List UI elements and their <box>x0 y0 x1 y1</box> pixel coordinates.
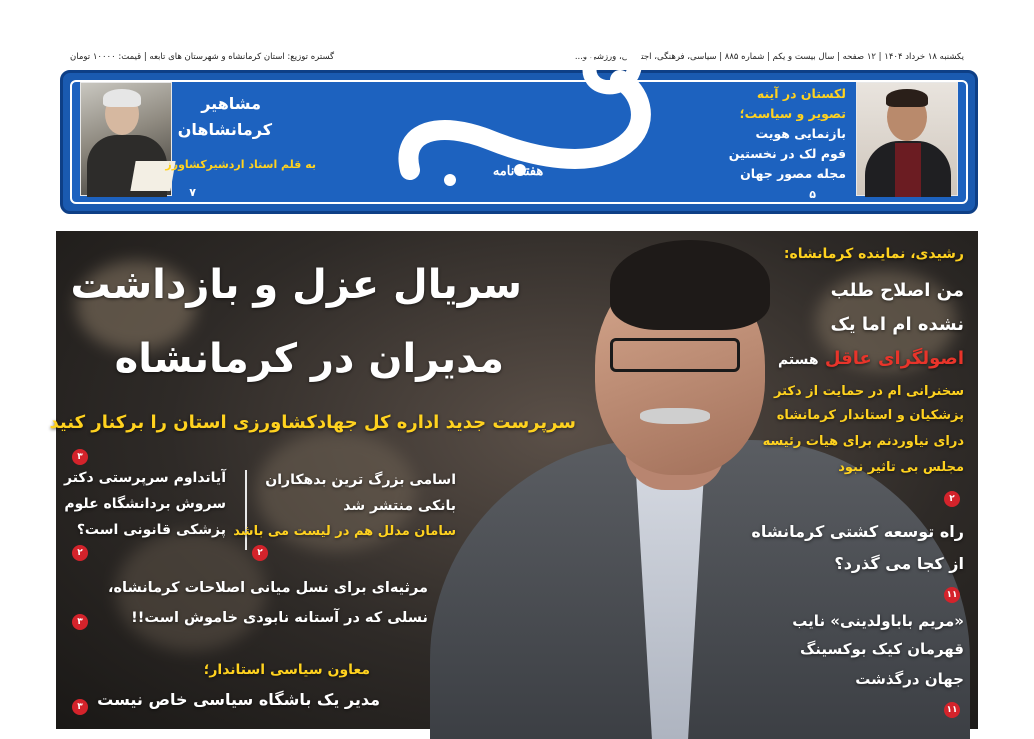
development-headline-line1[interactable]: راه توسعه کشتی کرمانشاه <box>751 522 964 541</box>
medical-headline-line3[interactable]: پزشکی قانونی است؟ <box>76 522 226 538</box>
reforms-headline-line1[interactable]: مرثیه‌ای برای نسل میانی اصلاحات کرمانشاه، <box>107 580 428 596</box>
reforms-page-badge: ۳ <box>72 614 88 630</box>
glasses-icon <box>610 338 740 372</box>
rashidi-body-line1: سخنرانی ام در حمایت از دکتر <box>774 384 964 399</box>
mashahir-byline: به قلم استاد اردشیرکشاورز <box>165 158 316 171</box>
rashidi-headline-line2[interactable]: نشده ام اما یک <box>830 314 964 335</box>
logo-subtitle: هفته نامه <box>492 164 544 179</box>
bank-page-badge: ۲ <box>252 545 268 561</box>
lakestan-line4: قوم لک در نخستین <box>728 146 846 161</box>
mashahir-title-line2[interactable]: کرمانشاهان <box>177 120 272 139</box>
medical-headline-line2[interactable]: سروش بردانشگاه علوم <box>64 496 226 512</box>
mashahir-page-number: ۷ <box>189 186 196 199</box>
boxing-headline-line3[interactable]: جهان درگذشت <box>855 670 964 688</box>
bank-headline-line1[interactable]: اسامی بزرگ ترین بدهکاران <box>265 472 456 488</box>
rashidi-kicker: رشیدی، نماینده کرمانشاه: <box>783 246 964 262</box>
headline-line2[interactable]: مدیران در کرمانشاه <box>114 336 504 382</box>
rashidi-highlight: اصولگرای عاقل <box>824 348 964 369</box>
portrait-lakestan-author <box>856 82 958 196</box>
boxing-headline-line1[interactable]: «مریم باباولدینی» نایب <box>792 612 964 630</box>
bank-headline-line3[interactable]: سامان مدلل هم در لیست می باشد <box>233 524 456 539</box>
issue-info: یکشنبه ۱۸ خرداد ۱۴۰۴ | ۱۲ صفحه | سال بیست و یکم | شماره ۸۸۵ | سیاسی، فرهنگی، اجتماعی، ورزشی و... <box>574 52 964 62</box>
headline-page-badge: ۳ <box>72 449 88 465</box>
deputy-headline[interactable]: مدیر یک باشگاه سیاسی خاص نیست <box>97 690 380 709</box>
man-moustache <box>640 408 710 424</box>
rashidi-body-line4: مجلس بی تاثیر نبود <box>838 460 964 475</box>
lakestan-line1[interactable]: لکستان در آینه <box>756 86 846 101</box>
portrait-ardeshir-keshavarz <box>80 82 172 196</box>
reforms-headline-line2[interactable]: نسلی که در آستانه نابودی خاموش است!! <box>131 610 428 626</box>
development-page-badge: ۱۱ <box>944 587 960 603</box>
lakestan-line5: مجله مصور جهان <box>740 166 846 181</box>
medical-headline-line1[interactable]: آیاتداوم سرپرستی دکتر <box>63 470 226 486</box>
man-hair <box>610 240 770 330</box>
lakestan-line3: بازنمایی هویت <box>755 126 846 141</box>
boxing-headline-line2[interactable]: قهرمان کیک بوکسینگ <box>799 640 964 658</box>
bank-headline-line2[interactable]: بانکی منتشر شد <box>343 498 456 514</box>
medical-page-badge: ۲ <box>72 545 88 561</box>
distribution-info: گستره توزیع: استان کرمانشاه و شهرستان های تابعه | قیمت: ۱۰۰۰۰ تومان <box>70 52 335 62</box>
rashidi-body-line3: درای نیاوردنم برای هیات رئیسه <box>762 434 964 449</box>
lakestan-line2[interactable]: تصویر و سیاست؛ <box>739 106 846 121</box>
mashahir-title-line1[interactable]: مشاهیر <box>201 94 261 113</box>
boxing-page-badge: ۱۱ <box>944 702 960 718</box>
headline-subtitle[interactable]: سرپرست جدید اداره کل جهادکشاورزی استان را برکنار کنید <box>49 412 576 433</box>
lakestan-page-number: ۵ <box>809 188 816 201</box>
logo-gharb <box>370 20 670 220</box>
headline-line1[interactable]: سریال عزل و بازداشت <box>70 262 522 308</box>
deputy-kicker: معاون سیاسی استاندار؛ <box>203 662 370 678</box>
rashidi-highlight-rest: هستم <box>777 352 819 368</box>
rashidi-page-badge: ۲ <box>944 491 960 507</box>
rashidi-headline-line1[interactable]: من اصلاح طلب <box>830 280 964 301</box>
rashidi-body-line2: پزشکیان و استاندار کرمانشاه <box>776 408 964 423</box>
development-headline-line2[interactable]: از کجا می گذرد؟ <box>834 554 964 573</box>
deputy-page-badge: ۳ <box>72 699 88 715</box>
rashidi-headline-line3[interactable] <box>778 348 964 369</box>
